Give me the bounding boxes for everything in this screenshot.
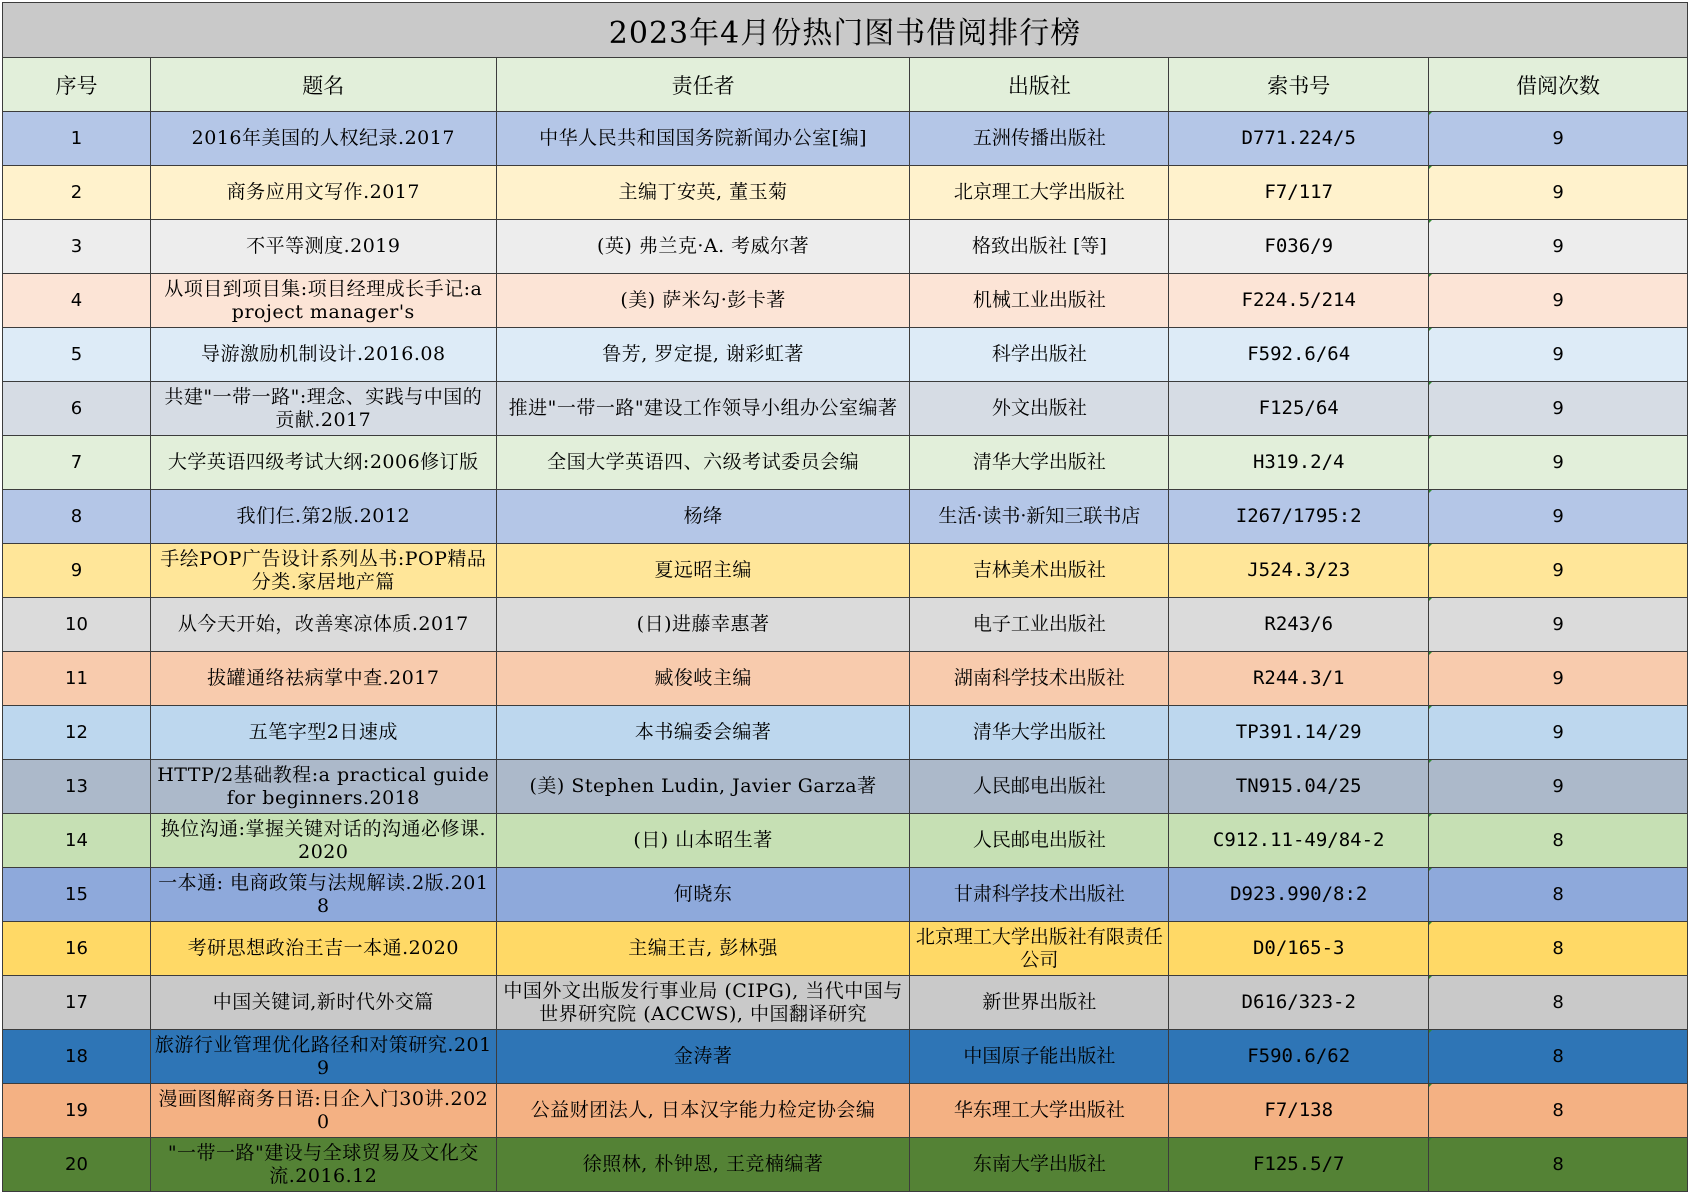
book-author: 中华人民共和国国务院新闻办公室[编] — [539, 127, 867, 149]
row-number: 13 — [65, 776, 88, 797]
cell-title[interactable] — [150, 1030, 496, 1084]
cell-borrow-count[interactable] — [1429, 436, 1688, 490]
cell-no[interactable] — [3, 490, 151, 544]
book-author: (日) 山本昭生著 — [633, 829, 773, 851]
borrow-count: 9 — [1552, 722, 1564, 743]
cell-author[interactable] — [496, 382, 910, 436]
call-number: C912.11-49/84-2 — [1212, 829, 1385, 851]
row-number: 1 — [70, 128, 83, 149]
cell-borrow-count[interactable] — [1429, 976, 1688, 1030]
book-publisher: 五洲传播出版社 — [972, 127, 1106, 149]
book-publisher: 华东理工大学出版社 — [953, 1099, 1125, 1121]
cell-borrow-count[interactable] — [1429, 274, 1688, 328]
cell-borrow-count[interactable] — [1429, 706, 1688, 760]
column-header-author[interactable]: 责任者 — [496, 58, 910, 112]
table-row — [3, 1030, 1688, 1084]
call-number: R244.3/1 — [1252, 667, 1345, 689]
cell-call-number[interactable] — [1169, 760, 1429, 814]
book-publisher: 北京理工大学出版社有限责任公司 — [915, 925, 1163, 971]
cell-no[interactable] — [3, 1084, 151, 1138]
table-row — [3, 220, 1688, 274]
table-row — [3, 274, 1688, 328]
row-number: 14 — [65, 830, 88, 851]
cell-call-number[interactable] — [1169, 490, 1429, 544]
cell-call-number[interactable] — [1169, 1138, 1429, 1192]
borrow-count: 8 — [1552, 884, 1564, 905]
cell-author[interactable] — [496, 436, 910, 490]
book-publisher: 吉林美术出版社 — [972, 559, 1106, 581]
cell-publisher[interactable] — [910, 1030, 1169, 1084]
cell-publisher[interactable] — [910, 1084, 1169, 1138]
cell-call-number[interactable] — [1169, 1030, 1429, 1084]
book-publisher: 机械工业出版社 — [972, 289, 1106, 311]
row-number: 8 — [70, 506, 83, 527]
row-number: 3 — [70, 236, 83, 257]
table-body — [3, 112, 1688, 1192]
cell-title[interactable] — [150, 922, 496, 976]
cell-call-number[interactable] — [1169, 166, 1429, 220]
borrow-count: 8 — [1552, 1100, 1564, 1121]
row-number: 10 — [65, 614, 88, 635]
row-number: 18 — [65, 1046, 88, 1067]
book-title: 考研思想政治王吉一本通.2020 — [187, 937, 459, 959]
book-publisher: 湖南科学技术出版社 — [953, 667, 1125, 689]
call-number: H319.2/4 — [1252, 451, 1345, 473]
borrow-count: 9 — [1552, 344, 1564, 365]
ranking-table — [2, 2, 1688, 1192]
book-title: 漫画图解商务日语:日企入门30讲.2020 — [158, 1087, 489, 1133]
cell-title[interactable] — [150, 490, 496, 544]
cell-borrow-count[interactable] — [1429, 1138, 1688, 1192]
cell-title[interactable] — [150, 976, 496, 1030]
call-number: D616/323-2 — [1241, 991, 1356, 1013]
header-row — [3, 58, 1688, 112]
book-title: 不平等测度.2019 — [246, 235, 401, 257]
book-author: 何晓东 — [673, 883, 733, 905]
cell-call-number[interactable] — [1169, 922, 1429, 976]
call-number: D771.224/5 — [1241, 127, 1356, 149]
table-row — [3, 598, 1688, 652]
title-row — [3, 3, 1688, 58]
cell-title[interactable] — [150, 220, 496, 274]
cell-publisher[interactable] — [910, 760, 1169, 814]
cell-publisher[interactable] — [910, 814, 1169, 868]
cell-no[interactable] — [3, 220, 151, 274]
cell-call-number[interactable] — [1169, 976, 1429, 1030]
column-header-title[interactable]: 题名 — [150, 58, 496, 112]
borrow-count: 9 — [1552, 236, 1564, 257]
book-title: 商务应用文写作.2017 — [226, 181, 420, 203]
table-row — [3, 652, 1688, 706]
cell-borrow-count[interactable] — [1429, 382, 1688, 436]
row-number: 17 — [65, 992, 88, 1013]
row-number: 2 — [70, 182, 83, 203]
book-author: 主编王吉, 彭林强 — [628, 937, 778, 959]
cell-no[interactable] — [3, 706, 151, 760]
cell-no[interactable] — [3, 328, 151, 382]
cell-borrow-count[interactable] — [1429, 112, 1688, 166]
book-publisher: 清华大学出版社 — [972, 451, 1106, 473]
column-header-publisher[interactable]: 出版社 — [910, 58, 1169, 112]
row-number: 4 — [70, 290, 83, 311]
table-row — [3, 544, 1688, 598]
table-row — [3, 922, 1688, 976]
cell-author[interactable] — [496, 598, 910, 652]
cell-call-number[interactable] — [1169, 274, 1429, 328]
cell-call-number[interactable] — [1169, 868, 1429, 922]
call-number: F7/117 — [1264, 181, 1334, 203]
book-publisher: 新世界出版社 — [982, 991, 1097, 1013]
borrow-count: 8 — [1552, 830, 1564, 851]
cell-no[interactable] — [3, 112, 151, 166]
call-number: TP391.14/29 — [1235, 721, 1362, 743]
borrow-count: 9 — [1552, 128, 1564, 149]
book-author: (英) 弗兰克·A. 考威尔著 — [596, 235, 810, 257]
book-publisher: 清华大学出版社 — [972, 721, 1106, 743]
row-number: 5 — [70, 344, 83, 365]
book-author: 杨绛 — [683, 505, 723, 527]
call-number: F125.5/7 — [1252, 1153, 1345, 1175]
cell-author[interactable] — [496, 544, 910, 598]
call-number: F036/9 — [1264, 235, 1334, 257]
cell-call-number[interactable] — [1169, 598, 1429, 652]
cell-publisher[interactable] — [910, 1138, 1169, 1192]
cell-author[interactable] — [496, 760, 910, 814]
row-number: 20 — [65, 1154, 88, 1175]
book-publisher: 人民邮电出版社 — [972, 829, 1106, 851]
call-number: F224.5/214 — [1241, 289, 1356, 311]
book-publisher: 甘肃科学技术出版社 — [953, 883, 1125, 905]
cell-no[interactable] — [3, 166, 151, 220]
cell-publisher[interactable] — [910, 490, 1169, 544]
borrow-count: 9 — [1552, 182, 1564, 203]
cell-title[interactable] — [150, 814, 496, 868]
book-author: 鲁芳, 罗定提, 谢彩虹著 — [602, 343, 804, 365]
cell-borrow-count[interactable] — [1429, 868, 1688, 922]
cell-no[interactable] — [3, 544, 151, 598]
borrow-count: 9 — [1552, 560, 1564, 581]
row-number: 9 — [70, 560, 83, 581]
cell-author[interactable] — [496, 814, 910, 868]
book-publisher: 北京理工大学出版社 — [953, 181, 1125, 203]
cell-call-number[interactable] — [1169, 382, 1429, 436]
book-title: 导游激励机制设计.2016.08 — [200, 343, 446, 365]
cell-borrow-count[interactable] — [1429, 1084, 1688, 1138]
book-title: 手绘POP广告设计系列丛书:POP精品分类.家居地产篇 — [160, 547, 487, 593]
cell-no[interactable] — [3, 760, 151, 814]
book-author: (美) 萨米勾·彭卡著 — [620, 289, 786, 311]
book-author: 金涛著 — [673, 1045, 733, 1067]
cell-no[interactable] — [3, 922, 151, 976]
row-number: 7 — [70, 452, 83, 473]
book-author: 中国外文出版发行事业局 (CIPG), 当代中国与世界研究院 (ACCWS), 中国翻译研究 — [503, 979, 903, 1025]
row-number: 15 — [65, 884, 88, 905]
cell-publisher[interactable] — [910, 436, 1169, 490]
call-number: F592.6/64 — [1247, 343, 1351, 365]
table-row — [3, 490, 1688, 544]
cell-author[interactable] — [496, 220, 910, 274]
cell-publisher[interactable] — [910, 598, 1169, 652]
borrow-count: 9 — [1552, 398, 1564, 419]
row-number: 11 — [65, 668, 88, 689]
cell-author[interactable] — [496, 868, 910, 922]
cell-borrow-count[interactable] — [1429, 652, 1688, 706]
book-title: 共建"一带一路":理念、实践与中国的贡献.2017 — [164, 385, 483, 431]
borrow-count: 8 — [1552, 1154, 1564, 1175]
book-author: (日)进藤幸惠著 — [636, 613, 770, 635]
book-publisher: 人民邮电出版社 — [972, 775, 1106, 797]
cell-author[interactable] — [496, 166, 910, 220]
book-author: 臧俊岐主编 — [654, 667, 752, 689]
cell-publisher[interactable] — [910, 220, 1169, 274]
call-number: TN915.04/25 — [1235, 775, 1362, 797]
book-title: 2016年美国的人权纪录.2017 — [191, 127, 455, 149]
table-row — [3, 868, 1688, 922]
cell-publisher[interactable] — [910, 922, 1169, 976]
cell-publisher[interactable] — [910, 706, 1169, 760]
cell-title[interactable] — [150, 706, 496, 760]
cell-call-number[interactable] — [1169, 706, 1429, 760]
cell-publisher[interactable] — [910, 274, 1169, 328]
call-number: R243/6 — [1264, 613, 1334, 635]
table-row — [3, 814, 1688, 868]
cell-author[interactable] — [496, 1084, 910, 1138]
cell-author[interactable] — [496, 328, 910, 382]
book-author: 本书编委会编著 — [634, 721, 772, 743]
cell-author[interactable] — [496, 490, 910, 544]
borrow-count: 8 — [1552, 1046, 1564, 1067]
cell-no[interactable] — [3, 598, 151, 652]
cell-borrow-count[interactable] — [1429, 760, 1688, 814]
column-header-call-number[interactable]: 索书号 — [1169, 58, 1429, 112]
cell-author[interactable] — [496, 112, 910, 166]
column-header-borrow-count[interactable]: 借阅次数 — [1429, 58, 1688, 112]
call-number: D923.990/8:2 — [1230, 883, 1368, 905]
cell-publisher[interactable] — [910, 868, 1169, 922]
cell-borrow-count[interactable] — [1429, 166, 1688, 220]
book-title: 一本通: 电商政策与法规解读.2版.2018 — [158, 871, 489, 917]
book-author: 主编丁安英, 董玉菊 — [618, 181, 788, 203]
column-header-no[interactable]: 序号 — [3, 58, 151, 112]
cell-no[interactable] — [3, 976, 151, 1030]
book-publisher: 格致出版社 [等] — [971, 235, 1107, 257]
book-title: "一带一路"建设与全球贸易及文化交流.2016.12 — [167, 1141, 479, 1187]
cell-title[interactable] — [150, 382, 496, 436]
borrow-count: 8 — [1552, 938, 1564, 959]
cell-author[interactable] — [496, 706, 910, 760]
book-publisher: 生活·读书·新知三联书店 — [938, 505, 1141, 527]
book-title: 中国关键词,新时代外交篇 — [212, 991, 434, 1013]
book-title: 换位沟通:掌握关键对话的沟通必修课.2020 — [160, 817, 487, 863]
call-number: F590.6/62 — [1247, 1045, 1351, 1067]
cell-borrow-count[interactable] — [1429, 328, 1688, 382]
table-row — [3, 436, 1688, 490]
cell-no[interactable] — [3, 868, 151, 922]
cell-title[interactable] — [150, 112, 496, 166]
borrow-count: 9 — [1552, 614, 1564, 635]
book-author: 徐照林, 朴钟恩, 王竞楠编著 — [582, 1153, 824, 1175]
row-number: 16 — [65, 938, 88, 959]
cell-call-number[interactable] — [1169, 1084, 1429, 1138]
table-row — [3, 706, 1688, 760]
book-author: (美) Stephen Ludin, Javier Garza著 — [529, 775, 877, 797]
cell-no[interactable] — [3, 652, 151, 706]
cell-call-number[interactable] — [1169, 544, 1429, 598]
cell-title[interactable] — [150, 598, 496, 652]
cell-author[interactable] — [496, 274, 910, 328]
book-title: 拔罐通络祛病掌中查.2017 — [207, 667, 440, 689]
cell-title[interactable] — [150, 544, 496, 598]
table-row — [3, 760, 1688, 814]
cell-title[interactable] — [150, 1138, 496, 1192]
cell-publisher[interactable] — [910, 166, 1169, 220]
table-row — [3, 328, 1688, 382]
row-number: 12 — [65, 722, 88, 743]
book-title: 旅游行业管理优化路径和对策研究.2019 — [154, 1033, 492, 1079]
table-row — [3, 382, 1688, 436]
cell-call-number[interactable] — [1169, 436, 1429, 490]
cell-title[interactable] — [150, 436, 496, 490]
cell-call-number[interactable] — [1169, 814, 1429, 868]
sheet-title[interactable]: 2023年4月份热门图书借阅排行榜 — [3, 3, 1688, 58]
cell-borrow-count[interactable] — [1429, 1030, 1688, 1084]
cell-title[interactable] — [150, 328, 496, 382]
book-title: 五笔字型2日速成 — [248, 721, 398, 743]
cell-publisher[interactable] — [910, 652, 1169, 706]
cell-author[interactable] — [496, 1030, 910, 1084]
borrow-count: 9 — [1552, 290, 1564, 311]
call-number: F125/64 — [1258, 397, 1339, 419]
cell-publisher[interactable] — [910, 382, 1169, 436]
cell-author[interactable] — [496, 1138, 910, 1192]
cell-no[interactable] — [3, 274, 151, 328]
cell-title[interactable] — [150, 868, 496, 922]
cell-call-number[interactable] — [1169, 652, 1429, 706]
cell-call-number[interactable] — [1169, 220, 1429, 274]
cell-publisher[interactable] — [910, 328, 1169, 382]
table-row — [3, 112, 1688, 166]
cell-publisher[interactable] — [910, 976, 1169, 1030]
cell-author[interactable] — [496, 922, 910, 976]
book-title: 从项目到项目集:项目经理成长手记:a project manager's — [164, 277, 483, 323]
table-row — [3, 976, 1688, 1030]
cell-borrow-count[interactable] — [1429, 922, 1688, 976]
borrow-count: 9 — [1552, 776, 1564, 797]
cell-no[interactable] — [3, 814, 151, 868]
book-title: 大学英语四级考试大纲:2006修订版 — [167, 451, 479, 473]
cell-title[interactable] — [150, 760, 496, 814]
row-number: 19 — [65, 1100, 88, 1121]
cell-author[interactable] — [496, 976, 910, 1030]
borrow-count: 8 — [1552, 992, 1564, 1013]
book-publisher: 中国原子能出版社 — [963, 1045, 1116, 1067]
cell-no[interactable] — [3, 1138, 151, 1192]
table-row — [3, 166, 1688, 220]
book-author: 公益财团法人, 日本汉字能力检定协会编 — [530, 1099, 876, 1121]
book-publisher: 外文出版社 — [991, 397, 1087, 419]
book-author: 全国大学英语四、六级考试委员会编 — [547, 451, 860, 473]
cell-publisher[interactable] — [910, 544, 1169, 598]
cell-borrow-count[interactable] — [1429, 814, 1688, 868]
book-title: HTTP/2基础教程:a practical guide for beginners.2018 — [157, 763, 490, 809]
call-number: I267/1795:2 — [1235, 505, 1362, 527]
cell-no[interactable] — [3, 382, 151, 436]
cell-title[interactable] — [150, 1084, 496, 1138]
row-number: 6 — [70, 398, 83, 419]
book-publisher: 科学出版社 — [991, 343, 1087, 365]
cell-borrow-count[interactable] — [1429, 544, 1688, 598]
book-publisher: 电子工业出版社 — [972, 613, 1106, 635]
borrow-count: 9 — [1552, 506, 1564, 527]
call-number: D0/165-3 — [1252, 937, 1345, 959]
cell-publisher[interactable] — [910, 112, 1169, 166]
book-author: 推进"一带一路"建设工作领导小组办公室编著 — [508, 397, 898, 419]
cell-borrow-count[interactable] — [1429, 490, 1688, 544]
cell-borrow-count[interactable] — [1429, 598, 1688, 652]
cell-call-number[interactable] — [1169, 328, 1429, 382]
book-publisher: 东南大学出版社 — [972, 1153, 1106, 1175]
cell-title[interactable] — [150, 166, 496, 220]
call-number: F7/138 — [1264, 1099, 1334, 1121]
table-row — [3, 1084, 1688, 1138]
borrow-count: 9 — [1552, 668, 1564, 689]
book-title: 我们仨.第2版.2012 — [236, 505, 411, 527]
book-author: 夏远昭主编 — [654, 559, 752, 581]
cell-author[interactable] — [496, 652, 910, 706]
borrow-count: 9 — [1552, 452, 1564, 473]
cell-call-number[interactable] — [1169, 112, 1429, 166]
cell-title[interactable] — [150, 652, 496, 706]
call-number: J524.3/23 — [1247, 559, 1351, 581]
cell-no[interactable] — [3, 436, 151, 490]
cell-no[interactable] — [3, 1030, 151, 1084]
table-row — [3, 1138, 1688, 1192]
cell-borrow-count[interactable] — [1429, 220, 1688, 274]
cell-title[interactable] — [150, 274, 496, 328]
book-title: 从今天开始，改善寒凉体质.2017 — [177, 613, 469, 635]
